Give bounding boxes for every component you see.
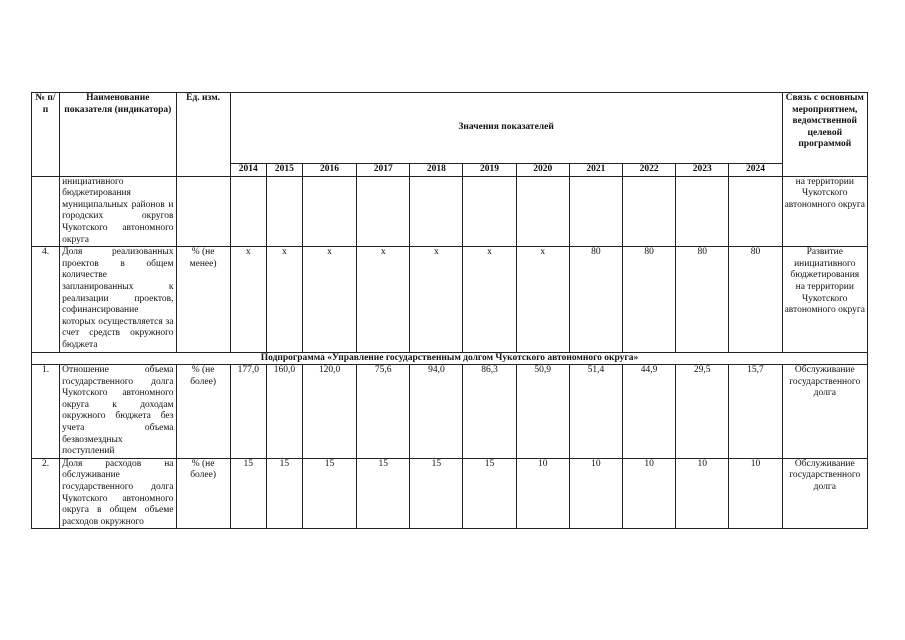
value-cell [266, 176, 302, 247]
header-unit: Ед. изм. [176, 93, 230, 177]
value-cell: 80 [569, 247, 622, 352]
link-cell: на территории Чукотского автономного округа [782, 176, 867, 247]
table-row [32, 176, 868, 247]
value-cell: x [230, 247, 266, 352]
indicator-name: Доля расходов на обслуживание государственного долга Чукотского автономного округа в общем объеме расходов окружного [60, 458, 176, 529]
value-cell: 15 [410, 458, 463, 529]
table-row [32, 458, 868, 529]
value-cell [302, 176, 356, 247]
value-cell: 177,0 [230, 365, 266, 459]
value-cell [622, 176, 675, 247]
value-cell: x [516, 247, 569, 352]
value-cell: x [410, 247, 463, 352]
link-cell: Обслуживание государственного долга [782, 365, 867, 459]
value-cell: 10 [516, 458, 569, 529]
value-cell: 15 [463, 458, 516, 529]
value-cell: 51,4 [569, 365, 622, 459]
indicator-name: инициативного бюджетирования муниципальных районов и городских округов Чукотского автономного округа [60, 176, 176, 247]
year-header: 2014 [230, 164, 266, 177]
value-cell [357, 176, 410, 247]
year-header: 2022 [622, 164, 675, 177]
year-header: 2019 [463, 164, 516, 177]
year-header: 2024 [729, 164, 782, 177]
value-cell: 10 [622, 458, 675, 529]
value-cell [729, 176, 782, 247]
table-row [32, 247, 868, 352]
year-header: 2016 [302, 164, 356, 177]
value-cell: 15 [266, 458, 302, 529]
section-row [32, 352, 868, 365]
indicator-name: Доля реализованных проектов в общем количестве запланированных к реализации проектов, софинансирование которых осуществляется за счет средств окружного бюджета [60, 247, 176, 352]
unit-cell: % (не более) [176, 458, 230, 529]
unit-cell [176, 176, 230, 247]
value-cell: 160,0 [266, 365, 302, 459]
header-link: Связь с основным мероприятием, ведомственной целевой программой [782, 93, 867, 177]
value-cell: x [302, 247, 356, 352]
value-cell: 80 [729, 247, 782, 352]
row-number: 4. [32, 247, 60, 352]
row-number: 2. [32, 458, 60, 529]
header-name: Наименование показателя (индикатора) [60, 93, 176, 177]
value-cell: 15 [302, 458, 356, 529]
value-cell: 120,0 [302, 365, 356, 459]
year-header: 2015 [266, 164, 302, 177]
value-cell: 94,0 [410, 365, 463, 459]
link-cell: Обслуживание государственного долга [782, 458, 867, 529]
value-cell: 15 [357, 458, 410, 529]
year-header: 2023 [676, 164, 729, 177]
value-cell: 10 [569, 458, 622, 529]
year-header: 2021 [569, 164, 622, 177]
indicator-name: Отношение объема государственного долга Чукотского автономного округа к доходам окружного бюджета без учета объема безвозмездных поступлений [60, 365, 176, 459]
year-header: 2020 [516, 164, 569, 177]
row-number [32, 176, 60, 247]
value-cell [463, 176, 516, 247]
value-cell: 15 [230, 458, 266, 529]
value-cell [516, 176, 569, 247]
value-cell: 10 [676, 458, 729, 529]
value-cell [569, 176, 622, 247]
value-cell: 10 [729, 458, 782, 529]
table-row [32, 365, 868, 459]
value-cell: 75,6 [357, 365, 410, 459]
value-cell [676, 176, 729, 247]
header-num: № п/п [32, 93, 60, 177]
row-number: 1. [32, 365, 60, 459]
value-cell: 15,7 [729, 365, 782, 459]
indicator-table [31, 92, 868, 529]
section-title: Подпрограмма «Управление государственным долгом Чукотского автономного округа» [32, 352, 868, 365]
value-cell [230, 176, 266, 247]
value-cell: 50,9 [516, 365, 569, 459]
value-cell: 80 [676, 247, 729, 352]
value-cell: 44,9 [622, 365, 675, 459]
value-cell: x [266, 247, 302, 352]
value-cell: x [357, 247, 410, 352]
year-header: 2017 [357, 164, 410, 177]
unit-cell: % (не более) [176, 365, 230, 459]
value-cell [410, 176, 463, 247]
header-values: Значения показателей [230, 93, 782, 164]
value-cell: 86,3 [463, 365, 516, 459]
header-row [32, 93, 868, 164]
value-cell: 80 [622, 247, 675, 352]
value-cell: x [463, 247, 516, 352]
year-header: 2018 [410, 164, 463, 177]
value-cell: 29,5 [676, 365, 729, 459]
link-cell: Развитие инициативного бюджетирования на территории Чукотского автономного округа [782, 247, 867, 352]
unit-cell: % (не менее) [176, 247, 230, 352]
